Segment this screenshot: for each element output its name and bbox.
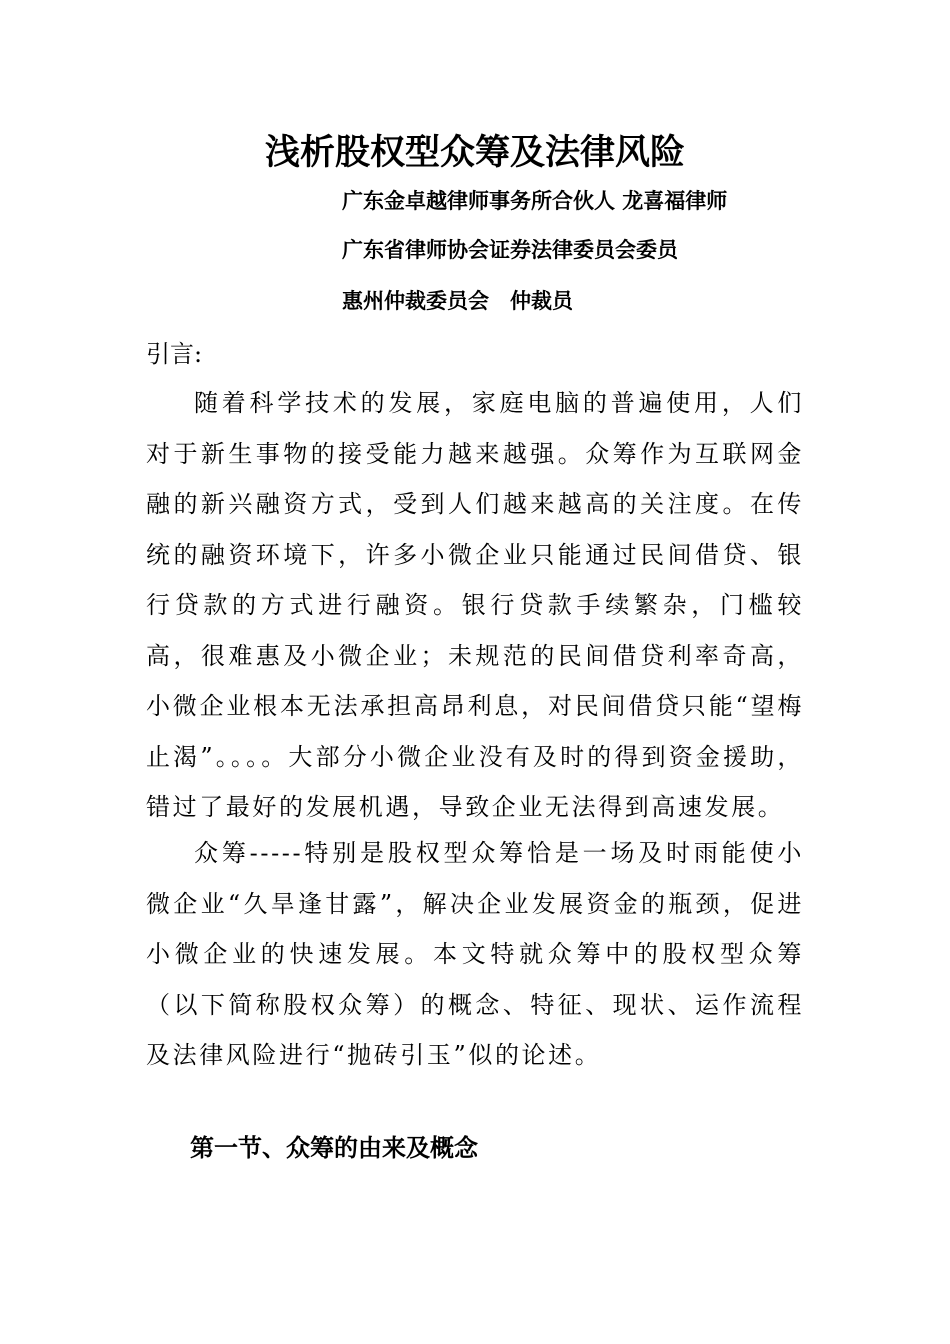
section-heading: 第一节、众筹的由来及概念	[190, 1134, 478, 1162]
intro-paragraph-1: 随着科学技术的发展，家庭电脑的普遍使用，人们对于新生事物的接受能力越来越强。众筹作为互联网金融的新兴融资方式，受到人们越来越高的关注度。在传统的融资环境下，许多小微企业只能通过民间借贷、银行贷款的方式进行融资。银行贷款手续繁杂，门槛较高，很难惠及小微企业；未规范的民间借贷利率奇高，小微企业根本无法承担高昂利息，对民间借贷只能“望梅止渴”。。。。大部分小微企业没有及时的得到资金援助，错过了最好的发展机遇，导致企业无法得到高速发展。	[146, 389, 804, 821]
author-line-firm: 广东金卓越律师事务所合伙人 龙喜福律师	[342, 189, 728, 213]
intro-label: 引言:	[146, 340, 203, 368]
author-line-arbitration: 惠州仲裁委员会 仲裁员	[342, 289, 573, 313]
document-title: 浅析股权型众筹及法律风险	[264, 132, 685, 173]
author-line-association: 广东省律师协会证券法律委员会委员	[342, 238, 678, 262]
intro-paragraph-2: 众筹-----特别是股权型众筹恰是一场及时雨能使小微企业“久旱逢甘露”，解决企业发展资金的瓶颈，促进小微企业的快速发展。本文特就众筹中的股权型众筹（以下简称股权众筹）的概念、特征、现状、运作流程及法律风险进行“抛砖引玉”似的论述。	[146, 839, 804, 1069]
